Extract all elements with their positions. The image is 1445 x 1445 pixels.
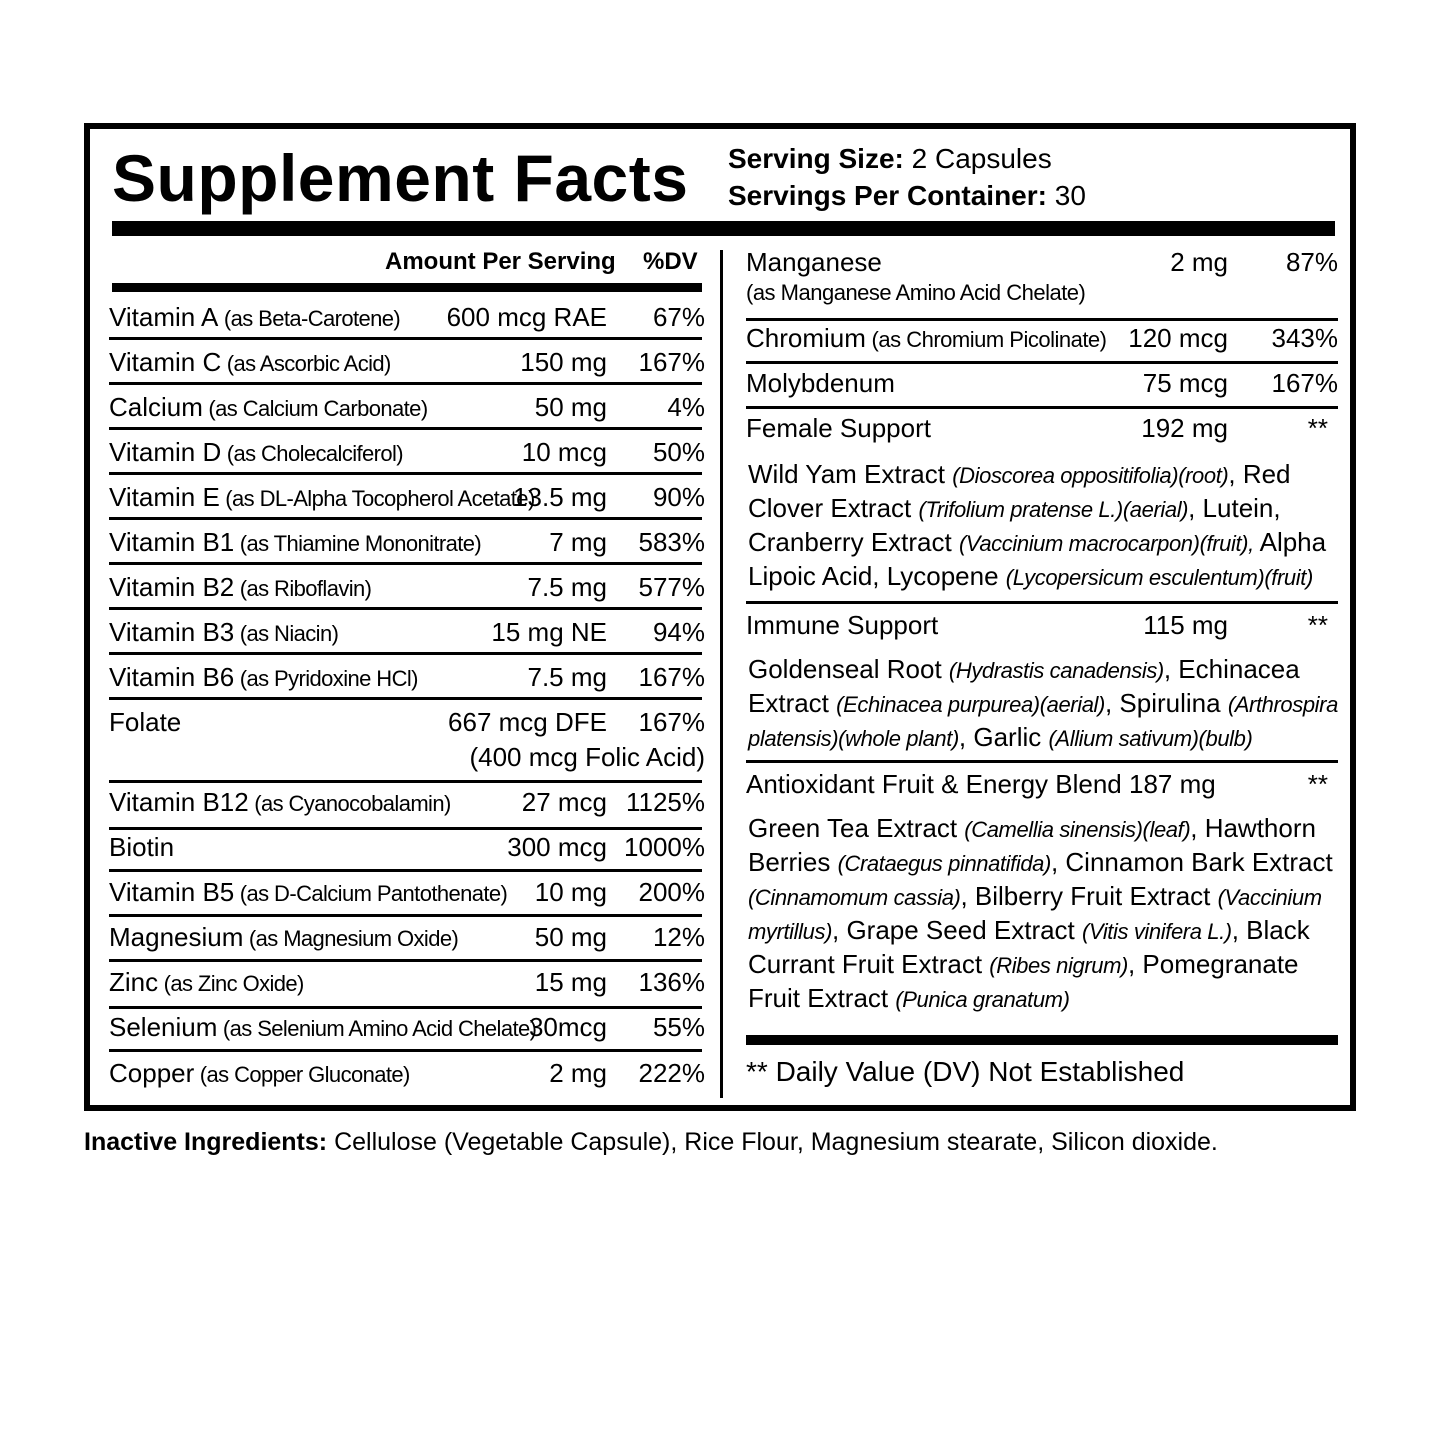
nutrient-amount: 300 mcg [507, 832, 607, 862]
blend-name: Antioxidant Fruit & Energy Blend 187 mg [746, 769, 1216, 799]
ingredient-text: , Bilberry Fruit Extract [960, 881, 1218, 911]
nutrient-row [109, 437, 705, 469]
nutrient-row [109, 832, 705, 864]
ingredient-text: Alpha Lipoic Acid, Lycopene [748, 527, 1327, 591]
ingredient-text: , Echinacea Extract [748, 654, 1300, 718]
ingredient-latin-name: (Allium sativum)(bulb) [1048, 726, 1253, 751]
nutrient-amount: 50 mg [534, 922, 607, 952]
nutrient-dv: 167% [638, 347, 705, 377]
nutrient-name: Copper (as Copper Gluconate) [109, 1058, 410, 1088]
nutrient-amount: 75 mcg [1142, 368, 1228, 398]
row-rule [109, 652, 702, 655]
nutrient-dv: 167% [638, 662, 705, 692]
nutrient-dv: 1000% [624, 832, 705, 862]
serving-info [728, 140, 1086, 214]
antioxidant-blend-ingredients [748, 812, 1348, 1016]
folate-note-row [109, 742, 705, 774]
nutrient-row [109, 617, 705, 649]
row-rule [746, 760, 1338, 763]
ingredient-text: Wild Yam Extract [748, 459, 953, 489]
blend-amount: 115 mg [1143, 610, 1228, 640]
nutrient-name: Magnesium (as Magnesium Oxide) [109, 922, 459, 952]
nutrient-name: Vitamin B2 (as Riboflavin) [109, 572, 372, 602]
nutrient-row [109, 967, 705, 999]
nutrient-amount: 10 mcg [521, 437, 607, 467]
ingredient-text: Green Tea Extract [748, 813, 965, 843]
ingredient-text: , Cinnamon Bark Extract [1050, 847, 1333, 877]
nutrient-row [109, 787, 705, 819]
nutrient-dv: 87% [1285, 247, 1338, 277]
inactive-ingredients: Inactive Ingredients: Cellulose (Vegetable Capsule), Rice Flour, Magnesium stearate, Silicon dioxide. [84, 1128, 1218, 1156]
nutrient-dv: 167% [638, 707, 705, 737]
nutrient-name: Vitamin C (as Ascorbic Acid) [109, 347, 391, 377]
ingredient-text: , Black Currant Fruit Extract [748, 915, 1310, 979]
ingredient-text: , Garlic [958, 722, 1049, 752]
nutrient-amount: 13.5 mg [513, 482, 607, 512]
row-rule [109, 1049, 702, 1052]
nutrient-row [109, 922, 705, 954]
row-rule [109, 517, 702, 520]
row-rule [109, 607, 702, 610]
ingredient-latin-name: (Punica granatum) [895, 987, 1070, 1012]
ingredient-latin-name: (Vitis vinifera L.) [1082, 919, 1232, 944]
nutrient-dv: 583% [638, 527, 705, 557]
nutrient-row [109, 572, 705, 604]
ingredient-text: , Pomegranate Fruit Extract [748, 949, 1299, 1013]
nutrient-name: Biotin [109, 832, 175, 862]
nutrient-name: Vitamin D (as Cholecalciferol) [109, 437, 404, 467]
nutrient-name: Vitamin A (as Beta-Carotene) [109, 302, 401, 332]
nutrient-dv: 55% [652, 1012, 705, 1042]
nutrient-amount: 15 mg [534, 967, 607, 997]
nutrient-row [109, 1058, 705, 1090]
ingredient-latin-name: (Vaccinium macrocarpon)(fruit), [958, 531, 1254, 556]
nutrient-name: Vitamin B6 (as Pyridoxine HCl) [109, 662, 418, 692]
nutrient-row [109, 662, 705, 694]
ingredient-text: Goldenseal Root [748, 654, 949, 684]
nutrient-dv: 12% [652, 922, 705, 952]
dv-footnote: ** Daily Value (DV) Not Established [746, 1056, 1185, 1087]
ingredient-text: , Lutein, Cranberry Extract [748, 493, 1281, 557]
nutrient-dv: 94% [652, 617, 705, 647]
manganese-source: (as Manganese Amino Acid Chelate) [746, 280, 1086, 305]
nutrient-dv: 167% [1271, 368, 1338, 398]
serving-size: Serving Size: 2 Capsules [728, 143, 1052, 174]
nutrient-name: Vitamin B5 (as D-Calcium Pantothenate) [109, 877, 508, 907]
nutrient-amount: 2 mg [549, 1058, 607, 1088]
nutrient-amount: 7.5 mg [527, 662, 607, 692]
ingredient-latin-name: (Echinacea purpurea)(aerial) [836, 692, 1105, 717]
nutrient-amount: 150 mg [520, 347, 607, 377]
nutrient-amount: 10 mg [534, 877, 607, 907]
nutrient-row [109, 482, 705, 514]
nutrient-dv: 90% [652, 482, 705, 512]
ingredient-latin-name: (Arthrospira platensis)(whole plant) [748, 692, 1338, 751]
nutrient-name: Vitamin E (as DL-Alpha Tocopherol Acetate) [109, 482, 535, 512]
ingredient-latin-name: (Hydrastis canadensis) [948, 658, 1164, 683]
nutrient-dv: 50% [652, 437, 705, 467]
nutrient-name: Selenium (as Selenium Amino Acid Chelate) [109, 1012, 537, 1042]
blend-dv: ** [1307, 769, 1328, 799]
nutrient-name: Chromium (as Chromium Picolinate) [746, 323, 1107, 353]
ingredient-latin-name: (Lycopersicum esculentum)(fruit) [1005, 565, 1313, 590]
header-rule [112, 283, 702, 292]
nutrient-dv: 4% [667, 392, 705, 422]
row-rule [109, 780, 702, 783]
nutrient-name: Vitamin B12 (as Cyanocobalamin) [109, 787, 451, 817]
row-rule [109, 869, 702, 872]
nutrient-name: Vitamin B1 (as Thiamine Mononitrate) [109, 527, 482, 557]
ingredient-latin-name: (Camellia sinensis)(leaf) [964, 817, 1191, 842]
nutrient-amount: 7 mg [549, 527, 607, 557]
ingredient-text: , Hawthorn Berries [748, 813, 1316, 877]
nutrient-dv: 136% [638, 967, 705, 997]
nutrient-row [109, 302, 705, 334]
column-divider [720, 250, 723, 1098]
ingredient-latin-name: (Ribes nigrum) [989, 953, 1128, 978]
nutrient-amount: 120 mcg [1128, 323, 1228, 353]
footnote-rule [746, 1035, 1338, 1045]
ingredient-text: , Grape Seed Extract [832, 915, 1083, 945]
nutrient-row [109, 707, 705, 739]
nutrient-name: Folate [109, 707, 182, 737]
ingredient-text: , Red Clover Extract [748, 459, 1291, 523]
nutrient-row [109, 392, 705, 424]
servings-per-container: Servings Per Container: 30 [728, 180, 1086, 211]
nutrient-amount: 2 mg [1170, 247, 1228, 277]
nutrient-dv: 200% [638, 877, 705, 907]
ingredient-latin-name: (Dioscorea oppositifolia)(root) [952, 463, 1229, 488]
nutrient-dv: 343% [1271, 323, 1338, 353]
row-rule [109, 697, 702, 700]
row-rule [109, 562, 702, 565]
header-dv: %DV [643, 248, 698, 275]
blend-dv: ** [1307, 610, 1328, 640]
nutrient-row [109, 1012, 705, 1044]
nutrient-name: Molybdenum [746, 368, 895, 398]
nutrient-amount: 27 mcg [521, 787, 607, 817]
nutrient-name: Calcium (as Calcium Carbonate) [109, 392, 428, 422]
row-rule [109, 827, 702, 830]
top-thick-rule [112, 221, 1335, 236]
female-support-ingredients [748, 458, 1348, 594]
nutrient-row [109, 877, 705, 909]
row-rule [109, 959, 702, 962]
folate-note: (400 mcg Folic Acid) [469, 742, 705, 772]
nutrient-amount: 667 mcg DFE [448, 707, 607, 737]
nutrient-amount: 30mcg [528, 1012, 607, 1042]
nutrient-amount: 600 mcg RAE [446, 302, 607, 332]
ingredient-latin-name: (Vaccinium myrtillus) [748, 885, 1322, 944]
row-rule [109, 914, 702, 917]
ingredient-text: , Spirulina [1104, 688, 1228, 718]
row-rule [109, 382, 702, 385]
immune-support-ingredients [748, 653, 1348, 755]
nutrient-dv: 67% [652, 302, 705, 332]
nutrient-name: Manganese [746, 247, 882, 277]
nutrient-name: Vitamin B3 (as Niacin) [109, 617, 339, 647]
nutrient-row [109, 347, 705, 379]
nutrient-dv: 1125% [625, 787, 705, 817]
row-rule [746, 361, 1338, 364]
header-amount: Amount Per Serving [385, 248, 616, 275]
ingredient-latin-name: (Crataegus pinnatifida) [837, 851, 1051, 876]
nutrient-amount: 15 mg NE [491, 617, 607, 647]
nutrient-dv: 222% [638, 1058, 705, 1088]
nutrient-amount: 7.5 mg [527, 572, 607, 602]
row-rule [109, 1006, 702, 1009]
panel-title: Supplement Facts [112, 141, 689, 215]
row-rule [109, 472, 702, 475]
nutrient-row [109, 527, 705, 559]
row-rule [109, 427, 702, 430]
row-rule [746, 601, 1338, 604]
row-rule [109, 337, 702, 340]
ingredient-latin-name: (Trifolium pratense L.)(aerial) [918, 497, 1189, 522]
row-rule [746, 406, 1338, 409]
blend-name: Immune Support [746, 610, 939, 640]
row-rule [746, 318, 1338, 321]
ingredient-latin-name: (Cinnamomum cassia) [748, 885, 961, 910]
blend-dv: ** [1307, 413, 1328, 443]
blend-name: Female Support [746, 413, 931, 443]
nutrient-amount: 50 mg [534, 392, 607, 422]
nutrient-name: Zinc (as Zinc Oxide) [109, 967, 304, 997]
nutrient-dv: 577% [638, 572, 705, 602]
blend-amount: 192 mg [1141, 413, 1228, 443]
